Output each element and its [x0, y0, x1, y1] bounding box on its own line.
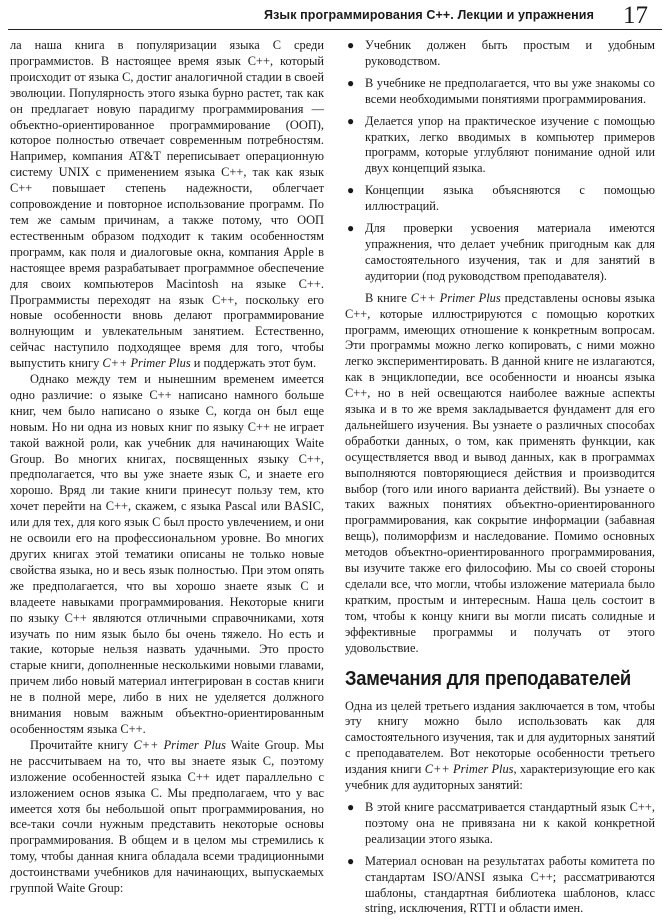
bullet-list-teaching — [345, 800, 655, 917]
paragraph-4: В книге C++ Primer Plus представлены основы языка С++, которые иллюстрируются с помощью коротких программ, имеющих отношение к конкретным вопросам. Эти программы можно легко копировать, с ними можно легко экспериментировать. В данной книге не излагаются, как в энциклопедии, все особенности и нюансы языка С++, но в ней освещаются наиболее важные аспекты языка и в то же время закладывается фундамент для его дальнейшего изучения. Вы узнаете о различных способах обработки данных, о том, как применять функции, как осуществляется ввод и вывод данных, как в программах выполняются повторяющиеся действия и производится выбор (того или иного варианта действий). Вы узнаете о таких важных понятиях объектно-ориентированного программирования, как сокрытие информации (забавная вещь), полиморфизм и наследование. Помимо основных методов объектно-ориентированного программирования, вы изучите также его философию. Мы со своей стороны сделали все, что могли, чтобы изложение материала было кратким, простым и интересным. Наша цель состоит в том, чтобы к концу книги вы могли писать солидные и эффективные программы и получать от этого удовольствие. — [345, 290, 655, 655]
list-item: ● Материал основан на результатах работы комитета по стандартам ISO/ANSI языка С++; рассматриваются шаблоны, стандартная библиотека шаблонов, класс string, исключения, RTTI и области имен. — [347, 853, 655, 916]
header-rule — [8, 29, 662, 30]
book-title: C++ Primer Plus — [410, 290, 501, 305]
paragraph-2: Однако между тем и нынешним временем имеется одно различие: о языке С++ написано намного больше книг, чем было написано о языке С, когда он был еще новым. Но ни одна из новых книг по языку С++ не играет такой важной роли, как учебник для начинающих Waite Group. Во многих книгах, посвященных языку С++, предполагается, что вы уже знаете язык С, и знаете его хорошо. Вряд ли такие книги принесут пользу тем, кто хочет перейти на С++, скажем, с языка Pascal или BASIC, или для тех, для кого язык С был просто увлечением, и они не освоили его на профессиональном уровне. Во многих других книгах этой тематики описаны не только новые свойства языка, но и весь язык полностью. При этом опять же предполагается, что вы хорошо знаете язык С и владеете навыками программирования. Некоторые книги по языку С++ являются отличными справочниками, хотя изучать по ним язык было бы очень тяжело. Но есть и такие, которые нельзя назвать удачными. Это просто старые книги, дополненные несколькими новыми главами, причем либо новый материал интегрирован в состав книги не в полной мере, либо в них не уделяется должного внимания новым важным объектно-ориентированным особенностям языка С++. — [10, 372, 324, 736]
list-item: ● Для проверки усвоения материала имеются упражнения, что делает учебник пригодным как для самостоятельного изучения, так и для занятий в аудитории (под руководством преподавателя). — [347, 221, 655, 283]
list-item: ● В учебнике не предполагается, что вы уже знакомы со всеми необходимыми понятиями программирования. — [347, 75, 655, 106]
bullet-icon: ● — [347, 113, 355, 128]
bullet-icon: ● — [347, 221, 355, 236]
list-item: ● Делается упор на практическое изучение с помощью кратких, легко вводимых в компьютер примеров программ, которые углубляют понимание одной или двух концепций языка. — [347, 113, 655, 176]
running-header-title: Язык программирования С++. Лекции и упражнения — [264, 8, 594, 22]
bullet-list-features — [345, 38, 655, 285]
list-item: ● Концепции языка объясняются с помощью иллюстраций. — [347, 183, 655, 214]
book-title: C++ Primer Plus — [102, 356, 191, 371]
paragraph-3: Прочитайте книгу C++ Primer Plus Waite Group. Мы не рассчитываем на то, что вы знаете язык С, поэтому изложение особенностей языка С++ идет параллельно с изложением основ языка С. Мы предполагаем, что у вас имеется хотя бы небольшой опыт программирования, но все-таки сочли нужным представить некоторые основы программирования. В общем и в целом мы стремились к тому, чтобы данная книга обладала всеми традиционными достоинствами учебников для начинающих, выпускаемых группой Waite Group: — [10, 737, 324, 896]
book-title: C++ Primer Plus — [133, 737, 226, 752]
left-column — [10, 38, 324, 897]
bullet-icon: ● — [347, 183, 355, 198]
paragraph-5: Одна из целей третьего издания заключается в том, чтобы эту книгу можно было использовать как для самостоятельного изучения, так и для аудиторных занятий с преподавателем. Вот некоторые особенности третьего издания книги C++ Primer Plus, характеризующие его как учебник для аудиторных занятий: — [345, 698, 655, 793]
paragraph-1: ла наша книга в популяризации языка С среди программистов. В настоящее время язык С++, который происходит от языка С, достиг аналогичной стадии в своей эволюции. Популярность этого языка бурно растет, так как он предлагает новую парадигму программирования — объектно-ориентированное программирование (ООП), которое полностью отвечает современным потребностям. Например, компания AT&T переписывает операционную систему UNIX с применением языка С++, так как язык С++ повышает степень надежности, облегчает сопровождение и повторное использование программ. По тем же самым причинам, а также потому, что ООП естественным образом подходит к таким особенностям программ, как поля и диалоговые окна, компания Apple в настоящее время разрабатывает программное обеспечение для своих компьютеров Macintosh на языке С++. Программисты переходят на язык С++, поскольку его новые особенности вновь делают программирование волнующим и увлекательным занятием. Естественно, сейчас наступило подходящее время для того, чтобы выпустить книгу C++ Primer Plus и поддержать этот бум. — [10, 38, 324, 371]
book-title: C++ Primer Plus — [424, 762, 514, 777]
running-header — [0, 0, 670, 34]
bullet-icon: ● — [347, 75, 355, 90]
right-column — [345, 38, 655, 923]
page-number: 17 — [623, 2, 648, 29]
section-heading: Замечания для преподавателей — [345, 667, 631, 690]
bullet-icon: ● — [347, 853, 355, 868]
bullet-icon: ● — [347, 799, 355, 814]
list-item: ● Учебник должен быть простым и удобным руководством. — [347, 38, 655, 68]
list-item: ● В этой книге рассматривается стандартный язык С++, поэтому она не привязана ни к какой конкретной реализации этого языка. — [347, 799, 655, 846]
bullet-icon: ● — [347, 38, 355, 52]
